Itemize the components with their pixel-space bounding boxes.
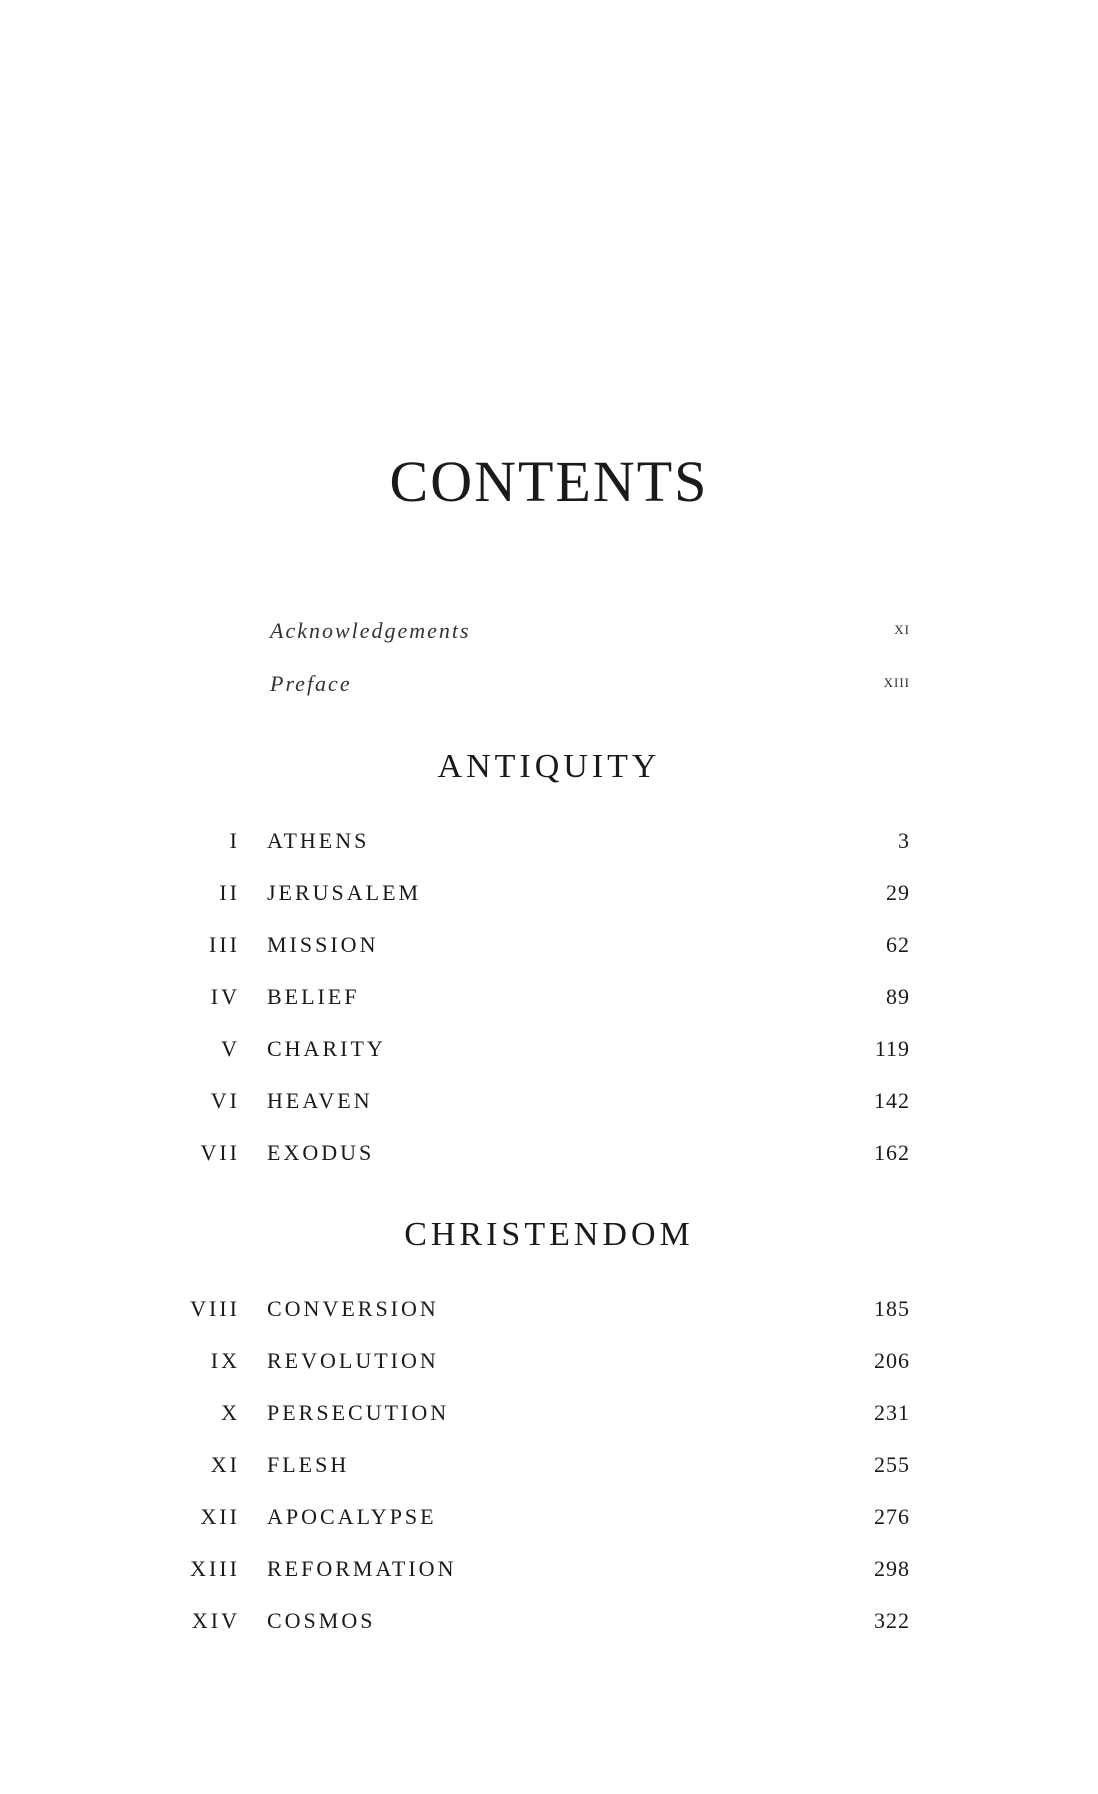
chapter-title: CONVERSION: [267, 1296, 439, 1321]
chapter-number: XII: [200, 1504, 240, 1529]
toc-entry-chapter[interactable]: [170, 1088, 910, 1118]
toc-entry-chapter[interactable]: [170, 880, 910, 910]
chapter-number: X: [221, 1400, 240, 1425]
chapter-page-number: 89: [886, 984, 910, 1009]
chapter-number: III: [209, 932, 240, 957]
chapter-number: VII: [200, 1140, 240, 1165]
page-title: CONTENTS: [389, 449, 709, 514]
chapter-number: XIII: [190, 1556, 240, 1581]
chapter-title: REVOLUTION: [267, 1348, 439, 1373]
chapter-page-number: 276: [874, 1504, 910, 1529]
toc-entry-chapter[interactable]: [170, 1452, 910, 1482]
chapter-title: COSMOS: [267, 1608, 376, 1633]
chapter-number: IV: [210, 984, 240, 1009]
chapter-number: XI: [210, 1452, 240, 1477]
toc-entry-chapter[interactable]: [170, 984, 910, 1014]
chapter-title: MISSION: [267, 932, 379, 957]
toc-entry-preface[interactable]: [270, 671, 910, 701]
chapter-title: FLESH: [267, 1452, 350, 1477]
toc-entry-chapter[interactable]: [170, 1504, 910, 1534]
entry-page-number: xiii: [883, 671, 910, 691]
chapter-page-number: 119: [874, 1036, 910, 1061]
section-heading-christendom: CHRISTENDOM: [404, 1216, 694, 1253]
toc-entry-acknowledgements[interactable]: [270, 618, 910, 648]
chapter-title: CHARITY: [267, 1036, 386, 1061]
toc-entry-chapter[interactable]: [170, 1140, 910, 1170]
chapter-number: VIII: [190, 1296, 240, 1321]
toc-entry-chapter[interactable]: [170, 1348, 910, 1378]
chapter-number: XIV: [191, 1608, 240, 1633]
entry-page-number: xi: [894, 618, 910, 638]
chapter-page-number: 185: [874, 1296, 910, 1321]
chapter-number: V: [221, 1036, 240, 1061]
chapter-page-number: 322: [874, 1608, 910, 1633]
chapter-title: JERUSALEM: [267, 880, 422, 905]
chapter-page-number: 162: [874, 1140, 910, 1165]
toc-entry-chapter[interactable]: [170, 1608, 910, 1638]
toc-entry-chapter[interactable]: [170, 828, 910, 858]
entry-label: Acknowledgements: [270, 618, 471, 643]
toc-entry-chapter[interactable]: [170, 932, 910, 962]
toc-entry-chapter[interactable]: [170, 1400, 910, 1430]
chapter-page-number: 298: [874, 1556, 910, 1581]
chapter-page-number: 206: [874, 1348, 910, 1373]
entry-label: Preface: [270, 671, 352, 696]
chapter-number: VI: [210, 1088, 240, 1113]
chapter-page-number: 29: [886, 880, 910, 905]
chapter-page-number: 255: [874, 1452, 910, 1477]
chapter-page-number: 3: [898, 828, 910, 853]
chapter-page-number: 142: [874, 1088, 910, 1113]
chapter-title: EXODUS: [267, 1140, 375, 1165]
chapter-title: REFORMATION: [267, 1556, 457, 1581]
chapter-number: I: [229, 828, 240, 853]
chapter-title: BELIEF: [267, 984, 360, 1009]
section-heading-antiquity: ANTIQUITY: [437, 748, 661, 785]
chapter-title: APOCALYPSE: [267, 1504, 437, 1529]
toc-entry-chapter[interactable]: [170, 1036, 910, 1066]
chapter-page-number: 62: [886, 932, 910, 957]
chapter-title: ATHENS: [267, 828, 370, 853]
toc-entry-chapter[interactable]: [170, 1296, 910, 1326]
chapter-title: HEAVEN: [267, 1088, 373, 1113]
toc-entry-chapter[interactable]: [170, 1556, 910, 1586]
chapter-number: II: [219, 880, 240, 905]
chapter-title: PERSECUTION: [267, 1400, 450, 1425]
chapter-page-number: 231: [874, 1400, 910, 1425]
chapter-number: IX: [210, 1348, 240, 1373]
